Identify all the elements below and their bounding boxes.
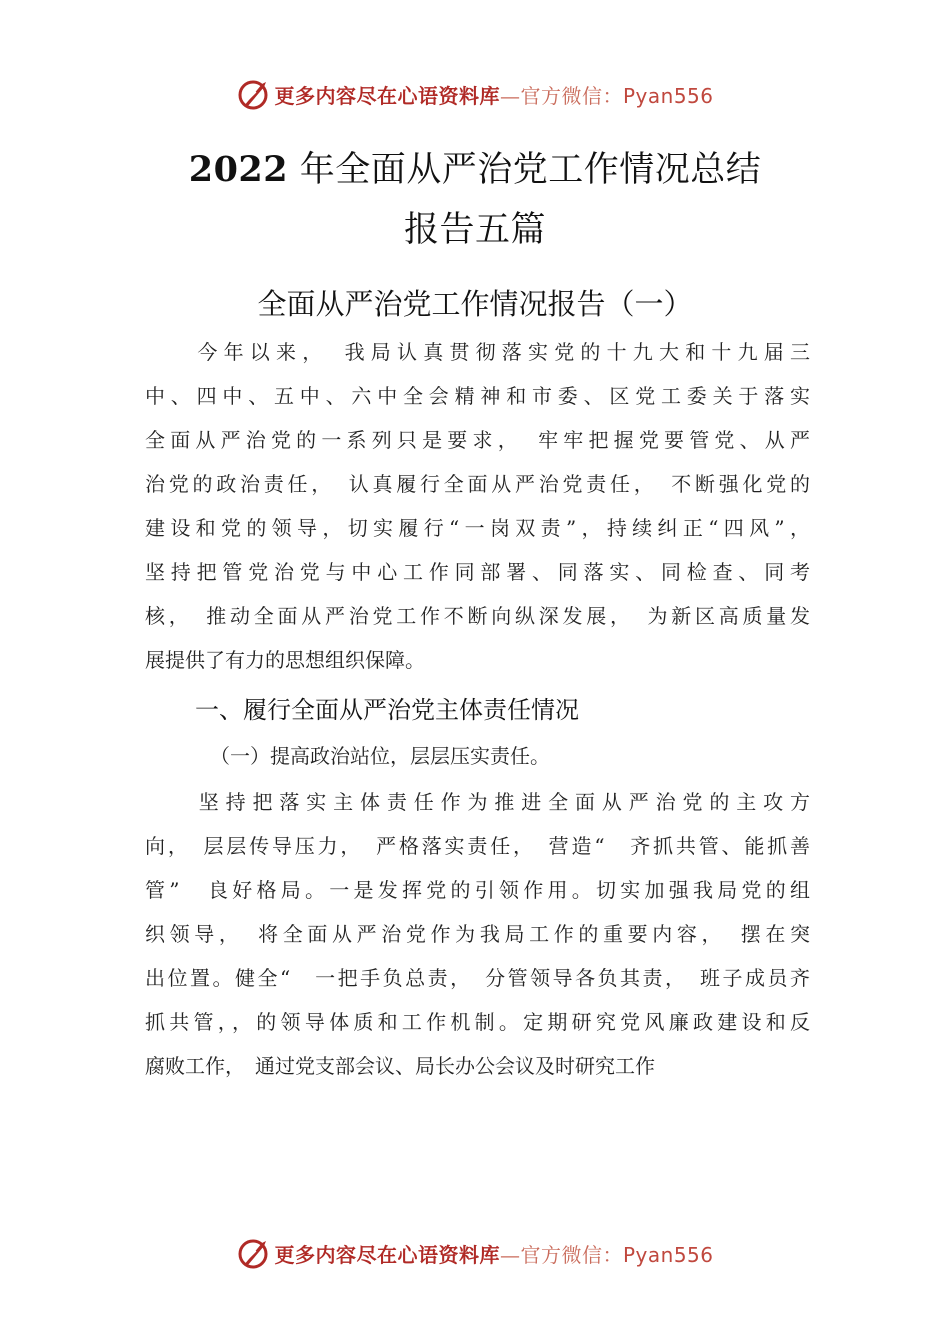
title-text: 年全面从严治党工作情况总结 <box>288 150 762 190</box>
watermark-wechat-id: Pyan556 <box>622 1242 714 1267</box>
title-year: 2022 <box>188 149 289 190</box>
paragraph-line: 建设和党的领导，切实履行“一岗双责”，持续纠正“四风”， <box>145 516 810 540</box>
paragraph-line: 展提供了有力的思想组织保障。 <box>145 648 425 672</box>
paragraph-body <box>145 780 810 1088</box>
header-watermark <box>0 74 950 114</box>
footer-watermark <box>0 1233 950 1273</box>
document-title-line1 <box>0 142 950 192</box>
paragraph-line: 腐败工作， 通过党支部会议、局长办公会议及时研究工作 <box>145 1054 655 1078</box>
paragraph-line: 向， 层层传导压力， 严格落实责任， 营造“ 齐抓共管、能抓善 <box>145 834 810 858</box>
paragraph-line: 今年以来， 我局认真贯彻落实党的十九大和十九届三 <box>145 340 810 364</box>
paragraph-line: 坚持把管党治党与中心工作同部署、同落实、同检查、同考 <box>145 560 810 584</box>
section-heading: 一、履行全面从严治党主体责任情况 <box>195 696 579 724</box>
paragraph-line: 坚持把落实主体责任作为推进全面从严治党的主攻方 <box>145 790 810 814</box>
paragraph-line: 管” 良好格局。一是发挥党的引领作用。切实加强我局党的组 <box>145 878 810 902</box>
paragraph-line: 抓共管，，的领导体质和工作机制。定期研究党风廉政建设和反 <box>145 1010 810 1034</box>
paragraph-line: 出位置。健全“ 一把手负总责， 分管领导各负其责， 班子成员齐 <box>145 966 810 990</box>
watermark-separator: —官方微信： <box>499 83 623 108</box>
document-title-line2: 报告五篇 <box>403 210 546 250</box>
paragraph-line: 中、四中、五中、六中全会精神和市委、区党工委关于落实 <box>145 384 810 408</box>
watermark-text: 更多内容尽在心语资料库 <box>274 83 500 108</box>
paragraph-intro <box>145 330 810 682</box>
paragraph-line: 织领导， 将全面从严治党作为我局工作的重要内容， 摆在突 <box>145 922 810 946</box>
paragraph-line: 全面从严治党的一系列只是要求， 牢牢把握党要管党、从严 <box>145 428 810 452</box>
quill-logo-icon <box>236 1235 272 1271</box>
subsection-heading: （一）提高政治站位，层层压实责任。 <box>210 744 550 768</box>
quill-logo-icon <box>236 76 272 112</box>
section-subtitle: 全面从严治党工作情况报告（一） <box>257 287 693 321</box>
watermark-text: 更多内容尽在心语资料库 <box>274 1242 500 1267</box>
paragraph-line: 治党的政治责任， 认真履行全面从严治党责任， 不断强化党的 <box>145 472 810 496</box>
watermark-wechat-id: Pyan556 <box>622 83 714 108</box>
paragraph-line: 核， 推动全面从严治党工作不断向纵深发展， 为新区高质量发 <box>145 604 810 628</box>
watermark-separator: —官方微信： <box>499 1242 623 1267</box>
